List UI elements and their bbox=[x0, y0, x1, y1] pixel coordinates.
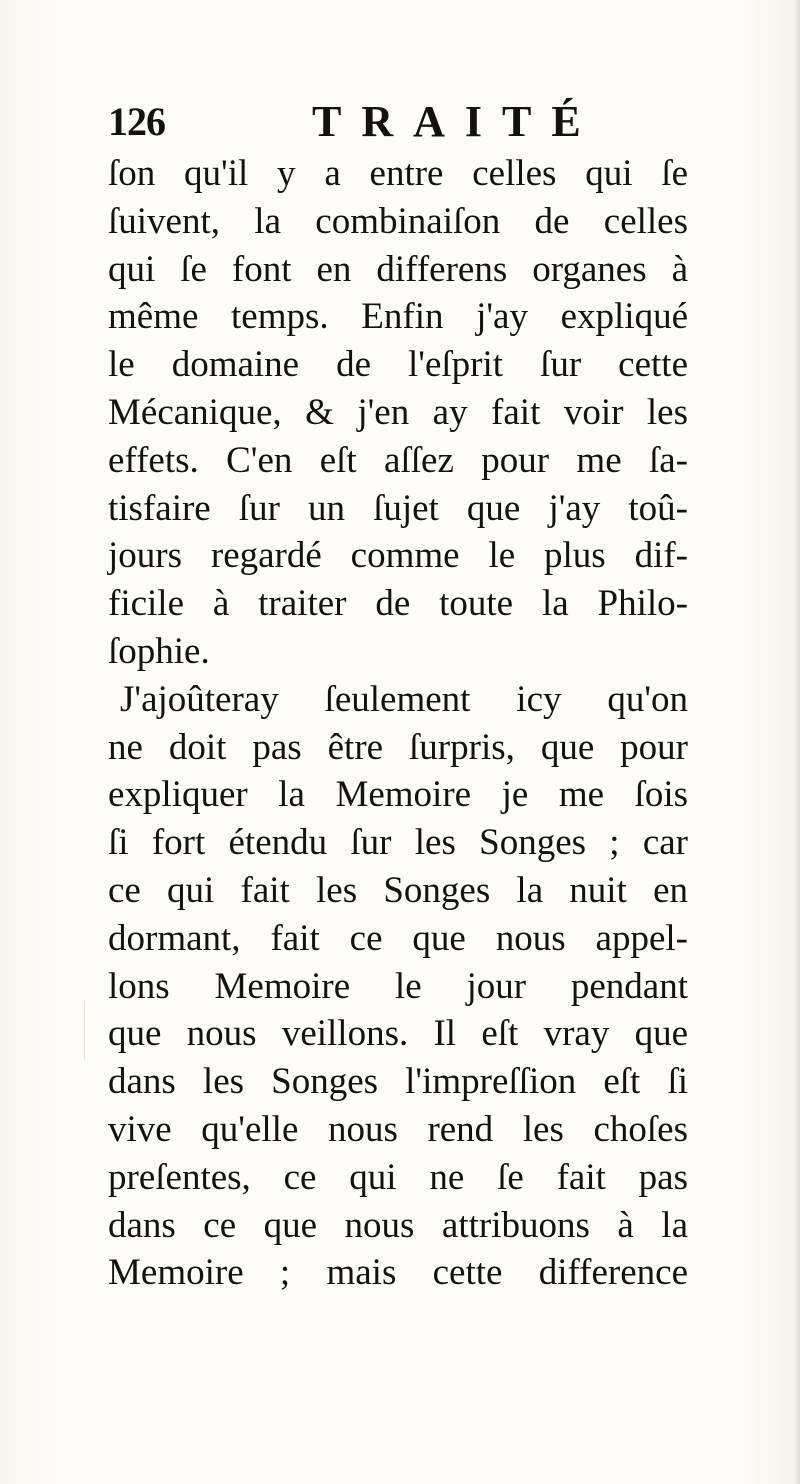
text-line: vive qu'elle nous rend les choſes bbox=[108, 1108, 688, 1150]
text-line: tisfaire ſur un ſujet que j'ay toû- bbox=[108, 487, 688, 529]
running-title: TRAITÉ bbox=[312, 97, 601, 146]
text-line: ce qui fait les Songes la nuit en bbox=[108, 869, 688, 911]
text-line: ne doit pas être ſurpris, que pour bbox=[108, 726, 688, 768]
text-line: dans ce que nous attribuons à la bbox=[108, 1204, 688, 1246]
bleed-through-mark bbox=[84, 1000, 89, 1060]
page-number: 126 bbox=[108, 99, 165, 144]
text-line: expliquer la Memoire je me ſois bbox=[108, 774, 688, 816]
text-line: Mécanique, & j'en ay fait voir les bbox=[108, 391, 688, 433]
text-line: effets. C'en eſt aſſez pour me ſa- bbox=[108, 439, 688, 481]
text-line: que nous veillons. Il eſt vray que bbox=[108, 1013, 688, 1055]
text-line: dans les Songes l'impreſſion eſt ſi bbox=[108, 1061, 688, 1103]
text-line: lons Memoire le jour pendant bbox=[108, 965, 688, 1007]
text-line: ſon qu'il y a entre celles qui ſe bbox=[108, 153, 688, 194]
page-edge-shadow bbox=[794, 0, 800, 1484]
running-head bbox=[108, 96, 708, 148]
text-line: dormant, fait ce que nous appel- bbox=[108, 917, 688, 959]
text-line: ſi fort étendu ſur les Songes ; car bbox=[108, 822, 688, 864]
text-line: ficile à traiter de toute la Philo- bbox=[108, 583, 688, 625]
text-line: ſuivent, la combinaiſon de celles bbox=[108, 200, 688, 242]
text-line: le domaine de l'eſprit ſur cette bbox=[108, 344, 688, 386]
text-line: Memoire ; mais cette difference bbox=[108, 1252, 688, 1294]
text-line: preſentes, ce qui ne ſe fait pas bbox=[108, 1156, 688, 1198]
text-line: même temps. Enfin j'ay expliqué bbox=[108, 296, 688, 338]
body-text bbox=[108, 150, 688, 1297]
text-line-paragraph-start: J'ajoûteray ſeulement icy qu'on bbox=[120, 678, 688, 720]
text-line-paragraph-end: ſophie. bbox=[108, 630, 210, 672]
text-line: qui ſe font en differens organes à bbox=[108, 248, 688, 290]
text-line: jours regardé comme le plus dif- bbox=[108, 535, 688, 577]
